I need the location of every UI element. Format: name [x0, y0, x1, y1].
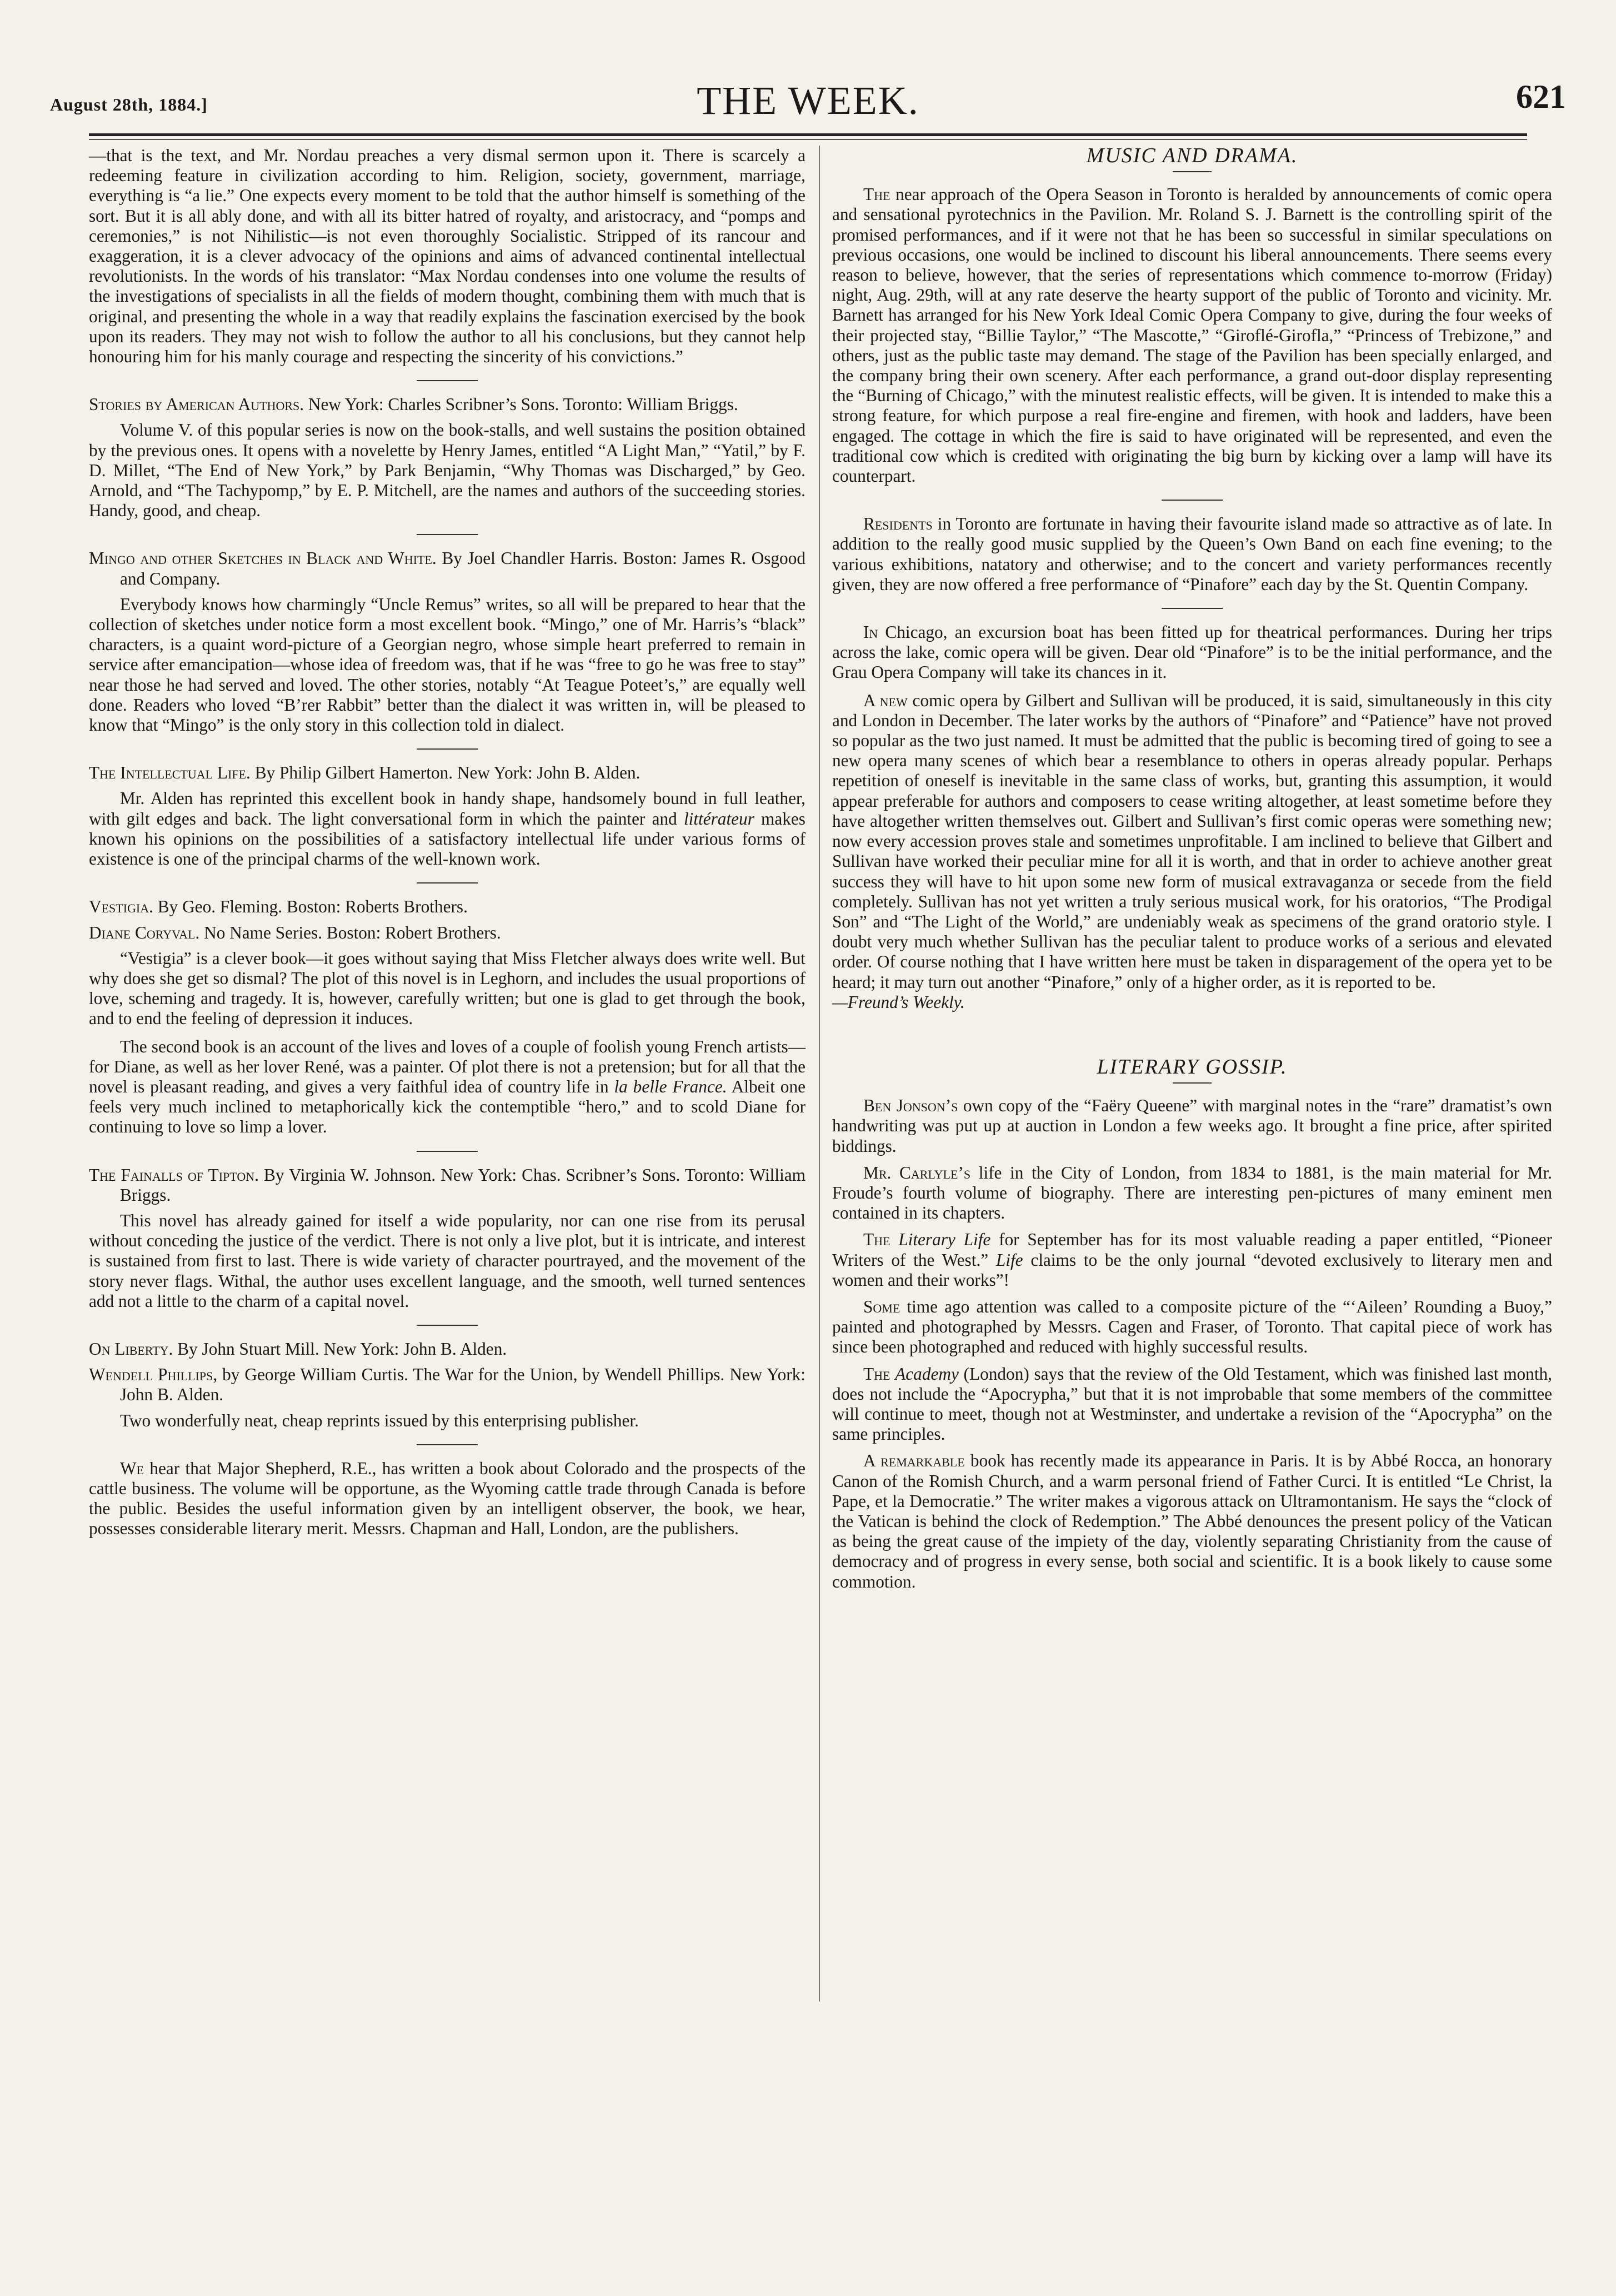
source-credit-text: —Freund’s Weekly. — [832, 992, 965, 1012]
paragraph-lead: The — [863, 1230, 890, 1250]
review-heading — [89, 1165, 806, 1205]
right-column — [832, 146, 1552, 1592]
paragraph-text: comic opera by Gilbert and Sullivan will be produced, it is said, simultaneously in this city and London in December. The later works by the authors of “Pinafore” and “Patience” have not proved so popular as the two just named. It must be admitted that the public is becoming tired of going to see a new opera many scenes of which bear a resemblance to others in operas already popular. Perhaps repetition of oneself is inevitable in the same class of works, but, granting this assumption, it would appear preferable for authors and composers to cease writing altogether, at least sometime before they have altogether written themselves out. Gilbert and Sullivan’s first comic operas were something new; now every accession proves stale and sometimes unprofitable. I am inclined to believe that Gilbert and Sullivan have worked their peculiar mine for all it is worth, and that in order to achieve another great success they will have to hit upon some new form of musical extravaganza or secede from the field completely. Sullivan has not yet written a truly serious musical work, for his oratorios, “The Prodigal Son” and “The Light of the World,” are undeniably weak as specimens of the grand oratorio style. I doubt very much whether Sullivan has the peculiar talent to produce works of a serious and elevated order. Of course nothing that I have written here must be taken in disparagement of the opera yet to be heard; it may turn out another “Pinafore,” only of a higher order, as it is reported to be. — [832, 690, 1553, 992]
section-spacer — [832, 1012, 1552, 1057]
paragraph-text: book has recently made its appearance in Paris. It is by Abbé Rocca, an honorary Canon of the Romish Church, and a warm personal friend of Father Curci. It is entitled “Le Christ, la Pape, et la Democratie.” The writer makes a vigorous attack on Ultramontanism. He says the “clock of the Vatican is behind the clock of Redemption.” The Abbé denounces the present policy of the Vatican as being the great cause of the impiety of the day, violently separating Christianity from the cause of democracy and of progress in every sense, both social and scientific. It is a book likely to cause some commotion. — [832, 1451, 1552, 1591]
review-body: “Vestigia” is a clever book—it goes without saying that Miss Fletcher always does write well. But why does she get so dismal? The plot of this novel is in Leghorn, and includes the usual proportions of love, scheming and tragedy. It is, however, carefully written; but one is glad to get through the book, and to end the feeling of depression it induces. — [89, 948, 806, 1029]
review-on-liberty — [89, 1339, 806, 1431]
paragraph-lead: In — [863, 622, 878, 642]
separator-rule — [1162, 500, 1223, 501]
chicago-paragraph — [832, 622, 1552, 683]
section-heading-music-drama: MUSIC AND DRAMA. — [1086, 144, 1298, 167]
separator-rule — [417, 1444, 478, 1445]
review-book-title: Wendell Phillips, — [89, 1365, 218, 1385]
review-publisher: No Name Series. Boston: Robert Brothers. — [204, 922, 501, 942]
review-book-title: The Intellectual Life. — [89, 763, 251, 783]
review-mingo — [89, 548, 806, 735]
review-body-text: The second book is an account of the lives and loves of a couple of foolish young French artists—for Diane, as well as her lover René, was a painter. Of plot there is not a pretension; but for all that the novel is pleasant reading, and gives a very faithful idea of country life in — [89, 1036, 806, 1096]
review-publisher: By Philip Gilbert Hamerton. New York: John B. Alden. — [254, 763, 641, 783]
review-body: Everybody knows how charmingly “Uncle Remus” writes, so all will be prepared to hear that the collection of sketches under notice form a most excellent book. “Mingo,” one of Mr. Harris’s “black” characters, is a quaint word-picture of a Georgian negro, whose simple heart preferred to remain in service after emancipation—whose idea of freedom was, that if he was “free to go he was free to stay” near those he had served and loved. The other stories, notably “At Teague Poteet’s,” are equally well done. Readers who loved “B’rer Rabbit” better than the dialect it was written in, will be pleased to know that “Mingo” is the only story in this collection told in dialect. — [89, 594, 806, 735]
header-rule-thin — [89, 139, 1527, 140]
separator-rule — [417, 1325, 478, 1326]
gilbert-sullivan-paragraph — [832, 691, 1552, 992]
review-publisher: By Geo. Fleming. Boston: Roberts Brothers. — [157, 897, 468, 917]
literary-life-paragraph — [832, 1230, 1552, 1290]
review-fainalls-of-tipton — [89, 1165, 806, 1311]
review-book-title: Stories by American Authors. — [89, 395, 304, 415]
review-body-text: Albeit one feels very much inclined to metaphorically kick the contemptible “hero,” and to scold Diane for continuing to love so limp a lover. — [89, 1076, 806, 1137]
aileen-paragraph — [832, 1297, 1552, 1357]
separator-rule — [1173, 171, 1212, 172]
opera-season-paragraph — [832, 184, 1552, 486]
review-publisher: By Virginia W. Johnson. New York: Chas. Scribner’s Sons. Toronto: William Briggs. — [120, 1165, 806, 1205]
section-heading-literary-gossip: LITERARY GOSSIP. — [1097, 1055, 1288, 1079]
review-book-title: Diane Coryval. — [89, 922, 200, 942]
paragraph-lead: Ben Jonson’s — [863, 1096, 958, 1116]
paragraph-lead: The — [863, 1364, 890, 1384]
review-body-italic: littérateur — [683, 808, 754, 828]
separator-rule — [417, 748, 478, 750]
review-heading — [89, 1365, 806, 1405]
review-body-text: makes known his opinions on the possibilities of a satisfactory intellectual life under various forms of existence is one of the principal charms of the well-known work. — [89, 808, 806, 869]
review-intellectual-life — [89, 763, 806, 869]
review-book-title: The Fainalls of Tipton. — [89, 1165, 259, 1185]
paragraph-lead: We — [120, 1458, 144, 1478]
review-publisher: New York: Charles Scribner’s Sons. Toronto: William Briggs. — [308, 395, 738, 415]
review-book-title: Mingo and other Sketches in Black and White. — [89, 548, 437, 568]
paragraph-lead: Some — [863, 1296, 900, 1316]
paragraph-lead: A remarkable — [863, 1451, 965, 1471]
paragraph-text: claims to be the only journal “devoted exclusively to literary men and women and their works”! — [832, 1250, 1552, 1290]
paragraph-text: for September has for its most valuable reading a paper entitled, “Pioneer Writers of the West.” — [832, 1230, 1553, 1270]
issue-date: August 28th, 1884.] — [50, 94, 208, 114]
paragraph-text: Chicago, an excursion boat has been fitted up for theatrical performances. During her trips across the lake, comic opera will be given. Dear old “Pinafore” is to be the initial performance, and the Grau Opera Company will take its chances in it. — [832, 622, 1552, 682]
review-book-title: Vestigia. — [89, 897, 153, 917]
review-heading — [89, 395, 806, 415]
rocca-paragraph — [832, 1451, 1552, 1591]
review-heading — [89, 923, 806, 943]
paragraph-lead: Residents — [863, 514, 933, 534]
left-column — [89, 146, 806, 1539]
nordau-review-ending: —that is the text, and Mr. Nordau preaches a very dismal sermon upon it. There is scarcely a redeeming feature in civilization according to him. Religion, society, government, marriage, everything is “a lie.” One expects every moment to be told that the author himself is something of the sort. But it is all ably done, and with all its bitter hatred of royalty, and aristocracy, and “pomps and ceremonies,” is not Nihilistic—is not even thoroughly Socialistic. Stripped of its rancour and exaggeration, it is a clever advocacy of the opinions and aims of advanced continental intellectual revolutionists. In the words of his translator: “Max Nordau condenses into one volume the results of the investigations of specialists in all the fields of modern thought, combining them with much that is original, and presenting the whole in a way that readily explains the fascination exercised by the book upon its readers. They may not wish to follow the author to all his conclusions, but they cannot help honouring him for his manly courage and respecting the sincerity of his convictions.” — [89, 146, 806, 367]
review-heading — [89, 548, 806, 588]
paragraph-text: time ago attention was called to a composite picture of the “‘Aileen’ Rounding a Buoy,” painted and photographed by Messrs. Cagen and Fraser, of Toronto. That capital piece of work has since been photographed and reduced with highly successful results. — [832, 1296, 1552, 1357]
shepherd-note — [89, 1459, 806, 1539]
paragraph-italic: Literary Life — [898, 1230, 991, 1250]
review-book-title: On Liberty. — [89, 1339, 173, 1359]
page-number: 621 — [1516, 78, 1566, 115]
source-credit — [832, 992, 1552, 1012]
paragraph-lead: The — [863, 184, 890, 204]
paragraph-lead: A new — [863, 690, 908, 710]
paragraph-text: life in the City of London, from 1834 to 1881, is the main material for Mr. Froude’s fourth volume of biography. There are interesting pen-pictures of many eminent men contained in its chapters. — [832, 1162, 1552, 1223]
review-body: Volume V. of this popular series is now on the book-stalls, and well sustains the position obtained by the previous ones. It opens with a novelette by Henry James, entitled “A Light Man,” “Yatil,” by F. D. Millet, “The End of New York,” by Park Benjamin, “Why Thomas was Discharged,” by Geo. Arnold, and “The Tachypomp,” by E. P. Mitchell, are the names and authors of the succeeding stories. Handy, good, and cheap. — [89, 420, 806, 521]
paragraph-text: hear that Major Shepherd, R.E., has written a book about Colorado and the prospects of the cattle business. The volume will be opportune, as the Wyoming cattle trade through Canada is before the public. Besides the useful information given by an intelligent observer, the book, we hear, possesses considerable literary merit. Messrs. Chapman and Hall, London, are the publishers. — [89, 1458, 806, 1539]
review-body: Two wonderfully neat, cheap reprints issued by this enterprising publisher. — [120, 1410, 639, 1430]
carlyle-paragraph — [832, 1163, 1552, 1224]
paragraph-text: in Toronto are fortunate in having their favourite island made so attractive as of late. In addition to the really good music supplied by the Queen’s Own Band on each fine evening; to the various exhibitions, natatory and otherwise; and to the concert and variety performances recently given, they are now offered a free performance of “Pinafore” each day by the St. Quentin Company. — [832, 514, 1552, 594]
paragraph-lead: Mr. Carlyle’s — [863, 1162, 971, 1182]
review-heading — [89, 1339, 806, 1359]
column-divider — [819, 146, 820, 2001]
review-body — [89, 1037, 806, 1137]
paragraph-italic: Life — [995, 1250, 1023, 1270]
review-body: This novel has already gained for itself a wide popularity, nor can one rise from its perusal without conceding the justice of the verdict. There is not only a live plot, but it is intricate, and interest is sustained from first to last. There is wide variety of character pourtrayed, and the movement of the story never flags. Withal, the author uses excellent language, and the smooth, well turned sentences add not a little to the charm of a capital novel. — [89, 1210, 806, 1311]
paragraph-text: (London) says that the review of the Old Testament, which was finished last month, does not include the “Apocrypha,” but that it is not improbable that some members of the committee will continue to meet, though not at Westminster, and undertake a revision of the “Apocrypha” on the same principles. — [832, 1364, 1552, 1444]
review-vestigia-diane-coryval — [89, 897, 806, 1137]
masthead — [50, 72, 1566, 133]
residents-paragraph — [832, 514, 1552, 595]
separator-rule — [417, 1151, 478, 1152]
header-rule — [89, 133, 1527, 136]
separator-rule — [417, 380, 478, 381]
separator-rule — [1162, 608, 1223, 609]
separator-rule — [417, 882, 478, 884]
separator-rule — [417, 534, 478, 535]
review-publisher: by George William Curtis. The War for the Union, by Wendell Phillips. New York: John B. Alden. — [120, 1365, 806, 1405]
review-body — [89, 788, 806, 869]
review-publisher: By John Stuart Mill. New York: John B. Alden. — [177, 1339, 507, 1359]
academy-paragraph — [832, 1364, 1552, 1445]
separator-rule — [1173, 1082, 1212, 1084]
review-body-italic: la belle France. — [614, 1076, 727, 1096]
review-body-text: Mr. Alden has reprinted this excellent book in handy shape, handsomely bound in full leather, with gilt edges and back. The light conversational form in which the painter and — [89, 788, 806, 828]
paragraph-italic: Academy — [895, 1364, 959, 1384]
review-heading — [89, 763, 806, 783]
paragraph-text: near approach of the Opera Season in Toronto is heralded by announcements of comic opera and sensational pyrotechnics in the Pavilion. Mr. Roland S. J. Barnett is the controlling spirit of the promised performances, and if it were not that he has been so successful in similar speculations on previous occasions, one would be inclined to discount his liberal announcements. There seems every reason to believe, however, that the series of representations which commence to-morrow (Friday) night, Aug. 29th, will at any rate deserve the hearty support of the public of Toronto and vicinity. Mr. Barnett has arranged for his New York Ideal Comic Opera Company to give, during the four weeks of their projected stay, “Billie Taylor,” “The Mascotte,” “Giroflé-Girofla,” “Princess of Trebizone,” and others, just as the public taste may demand. The stage of the Pavilion has been specially enlarged, and the company bring their own scenery. After each performance, a grand out-door display representing the “Burning of Chicago,” with the minutest realistic effects, will be given. It is intended to make this a strong feature, for which purpose a real fire-engine and firemen, with hook and ladders, have been engaged. The cottage in which the fire is said to have originated will be represented, and even the traditional cow which is credited with originating the big burn by kicking over a lamp will have its counterpart. — [832, 184, 1552, 486]
paragraph-text: own copy of the “Faëry Queene” with marginal notes in the “rare” dramatist’s own handwriting was put up at auction in London a few weeks ago. It brought a fine price, after spirited biddings. — [832, 1096, 1552, 1156]
review-heading — [89, 897, 806, 917]
jonson-paragraph — [832, 1096, 1552, 1156]
review-stories-by-american-authors — [89, 395, 806, 521]
review-publisher: By Joel Chandler Harris. Boston: James R. Osgood and Company. — [120, 548, 806, 588]
newspaper-title: THE WEEK. — [697, 78, 919, 123]
